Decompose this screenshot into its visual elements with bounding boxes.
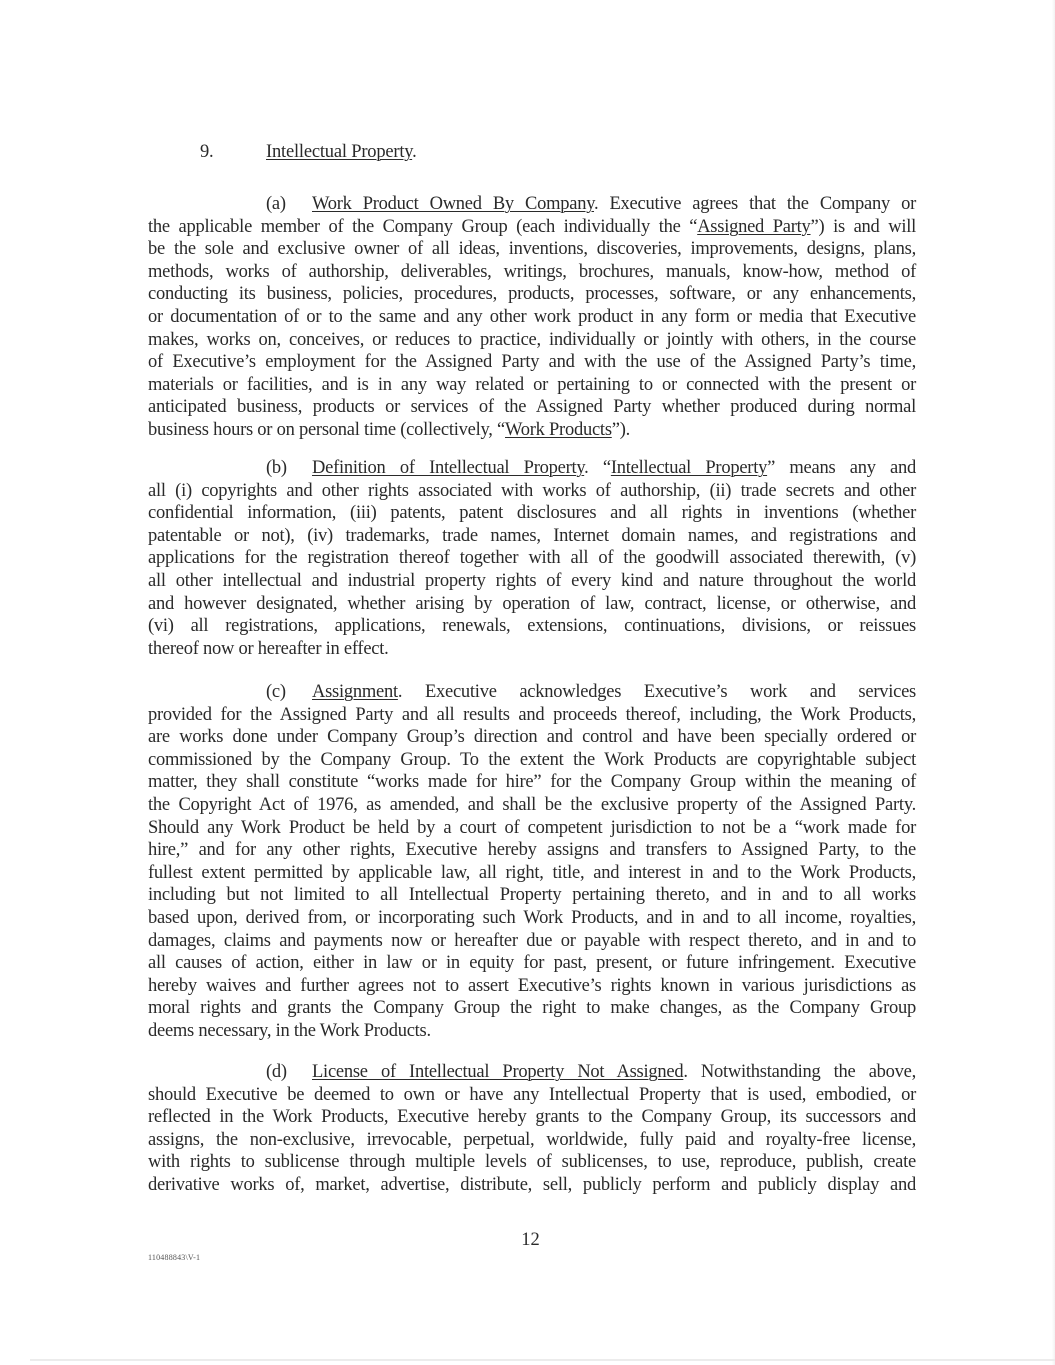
paragraph-d-line: derivative works of, market, advertise, distribute, sell, publicly perform and publicly display and <box>148 1174 916 1195</box>
paragraph-b-lead-tail: ” means any and <box>767 458 916 478</box>
paragraph-a-line: anticipated business, products or services of the Assigned Party whether produced during normal <box>148 397 916 418</box>
paragraph-a-line-tail: ”) is and will <box>810 216 916 237</box>
paragraph-c-line: the Copyright Act of 1976, as amended, and shall be the exclusive property of the Assigned Party. <box>148 794 916 815</box>
paragraph-c-line: hire,” and for any other rights, Executive hereby assigns and transfers to Assigned Party, to the <box>148 840 916 861</box>
paragraph-c-line: commissioned by the Company Group. To the extent the Work Products are copyrightable subject <box>148 749 916 770</box>
defined-term-work-products: Work Products <box>505 419 612 440</box>
paragraph-c-line: fullest extent permitted by applicable law, all right, title, and interest in and to the Work Products, <box>148 862 916 883</box>
paragraph-c <box>148 681 916 1043</box>
paragraph-a-line: or documentation of or to the same and any other work product in any form or media that Executive <box>148 306 916 327</box>
paragraph-d <box>148 1061 916 1197</box>
paragraph-b-title: Definition of Intellectual Property <box>312 458 585 478</box>
paragraph-b-line: and however designated, whether arising by operation of law, contract, license, or otherwise, and <box>148 593 916 614</box>
paragraph-d-lead-text: . Notwithstanding the above, <box>683 1062 916 1082</box>
paragraph-a-label: (a) <box>266 194 286 214</box>
paragraph-a-last-line <box>148 419 916 442</box>
paragraph-c-first-line <box>148 681 916 704</box>
paragraph-a-line: conducting its business, policies, procedures, products, processes, software, or any enhancements, <box>148 284 916 305</box>
scan-edge-bottom <box>30 1359 1055 1361</box>
paragraph-a-line: be the sole and exclusive owner of all ideas, inventions, discoveries, improvements, designs, plans, <box>148 239 916 260</box>
paragraph-b-lead-mid: . “ <box>584 458 611 478</box>
section-title-wrap <box>266 142 417 163</box>
paragraph-c-line: all causes of action, either in law or in equity for past, present, or future infringement. Executive <box>148 953 916 974</box>
paragraph-b-lead <box>312 457 916 480</box>
paragraph-b-line: confidential information, (iii) patents, patent disclosures and all rights in inventions (whether <box>148 503 916 524</box>
section-title: Intellectual Property <box>266 142 413 162</box>
paragraph-c-line: based upon, derived from, or incorporating such Work Products, and in and to all income, royalties, <box>148 907 916 928</box>
paragraph-c-line: Should any Work Product be held by a court of competent jurisdiction to not be a “work made for <box>148 817 916 838</box>
paragraph-a-title: Work Product Owned By Company <box>312 194 595 214</box>
paragraph-b-line: applications for the registration thereof together with all of the goodwill associated therewith, (v) <box>148 548 916 569</box>
paragraph-a-line: methods, works of authorship, deliverables, writings, brochures, manuals, know-how, method of <box>148 261 916 282</box>
paragraph-b-last-line: thereof now or hereafter in effect. <box>148 638 389 659</box>
paragraph-a-line: materials or facilities, and is in any way related or pertaining to or connected with the present or <box>148 374 916 395</box>
paragraph-b-label: (b) <box>266 458 287 478</box>
paragraph-c-lead <box>312 681 916 704</box>
document-id: 110488843\V-1 <box>148 1253 201 1262</box>
paragraph-c-label: (c) <box>266 682 286 702</box>
paragraph-a-lead-text: . Executive agrees that the Company or <box>594 194 916 214</box>
paragraph-b-line: patentable or not), (iv) trademarks, trade names, Internet domain names, and registrations and <box>148 525 916 546</box>
paragraph-a-line: makes, works on, conceives, or reduces to practice, individually or jointly with others, in the course <box>148 329 916 350</box>
paragraph-c-title: Assignment <box>312 682 398 702</box>
paragraph-a-lead <box>312 193 916 216</box>
paragraph-a-line-text: the applicable member of the Company Group (each individually the “ <box>148 216 698 237</box>
paragraph-c-last-line: deems necessary, in the Work Products. <box>148 1020 431 1041</box>
paragraph-d-first-line <box>148 1061 916 1084</box>
paragraph-b-line: all other intellectual and industrial property rights of every kind and nature throughout the world <box>148 570 916 591</box>
paragraph-c-line: provided for the Assigned Party and all results and proceeds thereof, including, the Work Products, <box>148 704 916 725</box>
section-title-suffix: . <box>412 142 417 162</box>
paragraph-a-first-line <box>148 193 916 216</box>
page-number: 12 <box>521 1230 540 1250</box>
paragraph-c-lead-text: . Executive acknowledges Executive’s work and services <box>397 682 916 702</box>
paragraph-d-title: License of Intellectual Property Not Assigned <box>312 1062 684 1082</box>
paragraph-b-first-line <box>148 457 916 480</box>
paragraph-c-line: moral rights and grants the Company Group the right to make changes, as the Company Group <box>148 998 916 1019</box>
paragraph-a-last-tail: ”). <box>611 419 631 440</box>
paragraph-a-line-text: business hours or on personal time (collectively, “ <box>148 419 505 440</box>
section-number: 9. <box>200 142 214 162</box>
paragraph-c-line: are works done under Company Group’s direction and control and have been specially ordered or <box>148 727 916 748</box>
paragraph-d-lead <box>312 1061 916 1084</box>
paragraph-d-line: reflected in the Work Products, Executive hereby grants to the Company Group, its successors and <box>148 1107 916 1128</box>
paragraph-c-line: including but not limited to all Intellectual Property pertaining thereto, and in and to all works <box>148 885 916 906</box>
defined-term-assigned-party: Assigned Party <box>697 216 811 237</box>
paragraph-d-line: should Executive be deemed to own or have any Intellectual Property that is used, embodied, or <box>148 1084 916 1105</box>
paragraph-a-line: of Executive’s employment for the Assigned Party and with the use of the Assigned Party’s time, <box>148 352 916 373</box>
paragraph-c-line: matter, they shall constitute “works made for hire” for the Company Group within the meaning of <box>148 772 916 793</box>
paragraph-b-line: (vi) all registrations, applications, renewals, extensions, continuations, divisions, or reissues <box>148 616 916 637</box>
paragraph-d-line: with rights to sublicense through multiple levels of sublicenses, to use, reproduce, publish, create <box>148 1152 916 1173</box>
paragraph-b <box>148 457 916 660</box>
paragraph-d-line: assigns, the non-exclusive, irrevocable, perpetual, worldwide, fully paid and royalty-free license, <box>148 1129 916 1150</box>
paragraph-c-line: damages, claims and payments now or hereafter due or payable with respect thereto, and in and to <box>148 930 916 951</box>
paragraph-b-line: all (i) copyrights and other rights associated with works of authorship, (ii) trade secrets and other <box>148 480 916 501</box>
paragraph-a <box>148 193 916 442</box>
paragraph-a-line <box>148 216 916 239</box>
paragraph-c-line: hereby waives and further agrees not to assert Executive’s rights known in various jurisdictions as <box>148 975 916 996</box>
paragraph-d-label: (d) <box>266 1062 287 1082</box>
defined-term-intellectual-property: Intellectual Property <box>610 458 768 478</box>
